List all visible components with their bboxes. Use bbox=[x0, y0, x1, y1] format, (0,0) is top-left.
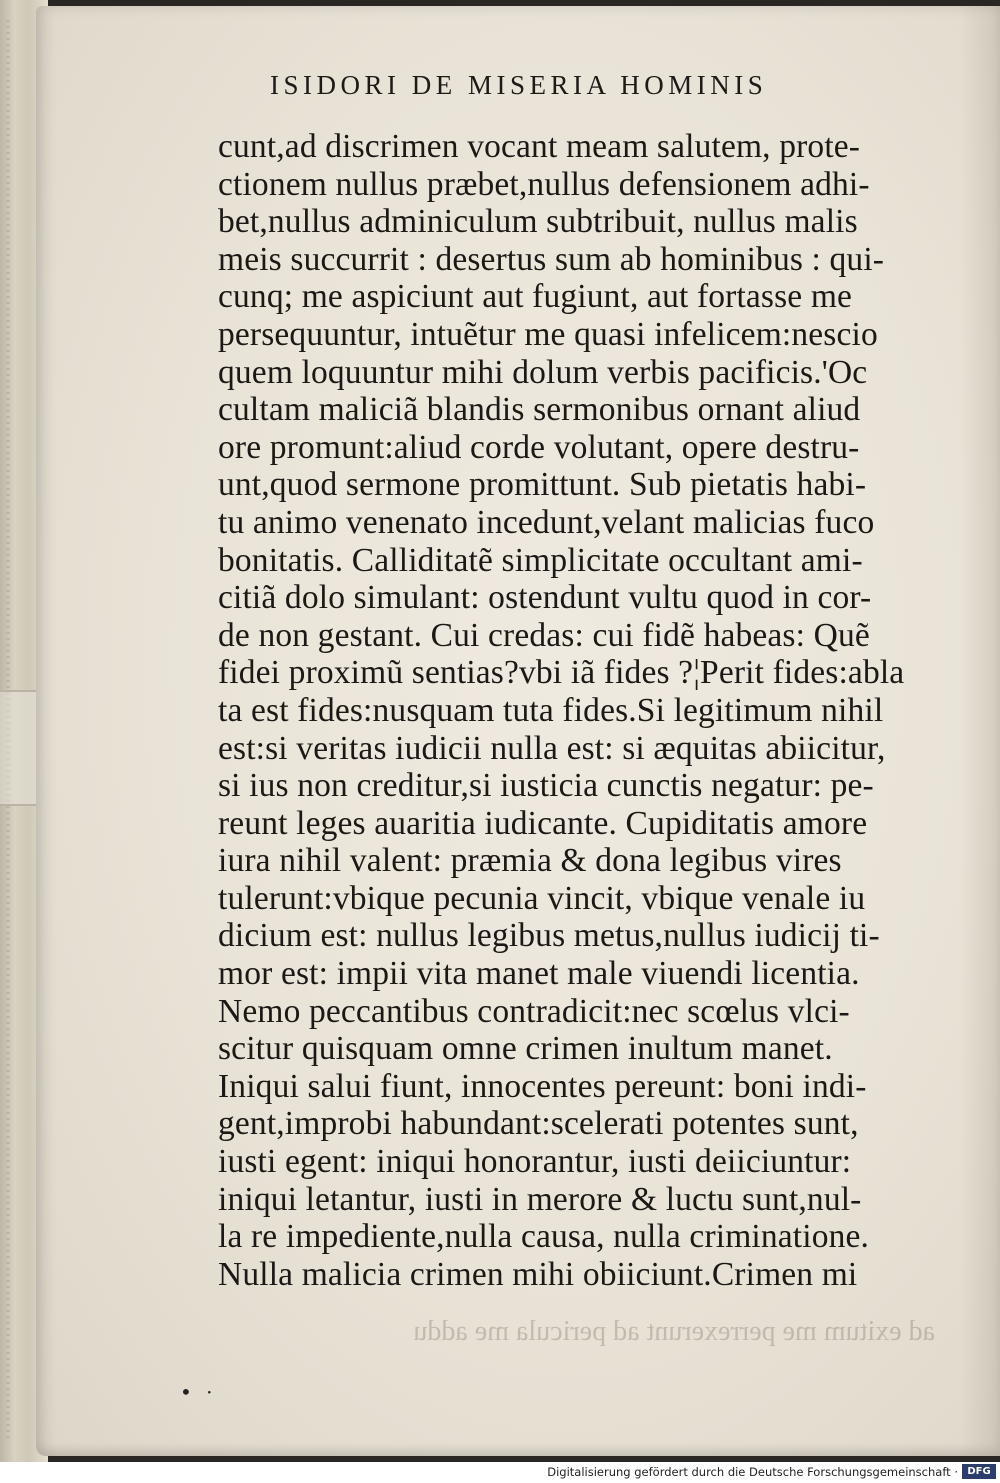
text-line: meis succurrit : desertus sum ab hominibus : qui- bbox=[218, 240, 885, 278]
text-line: gent,improbi habundant:scelerati potentes sunt, bbox=[218, 1105, 859, 1143]
text-line: reunt leges auaritia iudicante. Cupiditatis amore bbox=[218, 804, 868, 842]
text-line: Nulla malicia crimen mihi obiiciunt.Crimen mi bbox=[218, 1255, 858, 1293]
text-line: iura nihil valent: præmia & dona legibus vires bbox=[218, 842, 842, 880]
text-line: ctionem nullus præbet,nullus defensionem adhi- bbox=[218, 165, 870, 203]
text-line: est:si veritas iudicii nulla est: si æquitas abiicitur, bbox=[218, 729, 886, 767]
text-line: persequuntur, intuẽtur me quasi infelicem:nescio bbox=[218, 315, 878, 353]
text-line: la re impediente,nulla causa, nulla criminatione. bbox=[218, 1218, 870, 1256]
text-line: citiã dolo simulant: ostendunt vultu quod in cor- bbox=[218, 579, 872, 617]
text-line: scitur quisquam omne crimen inultum manet. bbox=[218, 1030, 833, 1068]
text-line: si ius non creditur,si iusticia cunctis negatur: pe- bbox=[218, 767, 874, 805]
show-through-text: ad exitum me perrexerunt ad pericula me addu bbox=[413, 1316, 935, 1347]
text-line: bet,nullus adminiculum subtribuit, nullus malis bbox=[218, 203, 858, 241]
right-margin-shadow bbox=[960, 6, 1000, 1456]
text-line: fidei proximũ sentias?vbi iã fides ?¦Perit fides:abla bbox=[218, 654, 905, 692]
text-line: tu animo venenato incedunt,velant malicias fuco bbox=[218, 503, 875, 541]
text-line: ore promunt:aliud corde volutant, opere destru- bbox=[218, 428, 860, 466]
text-line: tulerunt:vbique pecunia vincit, vbique venale iu bbox=[218, 879, 866, 917]
text-line: quem loquuntur mihi dolum verbis pacificis.'Oc bbox=[218, 353, 868, 391]
text-line: Iniqui salui fiunt, innocentes pereunt: boni indi- bbox=[218, 1067, 867, 1105]
running-head: ISIDORI DE MISERIA HOMINIS bbox=[270, 70, 768, 100]
text-line: ta est fides:nusquam tuta fides.Si legitimum nihil bbox=[218, 691, 884, 729]
text-line: dicium est: nullus legibus metus,nullus iudicij ti- bbox=[218, 917, 880, 955]
text-line: de non gestant. Cui credas: cui fidẽ habeas: Quẽ bbox=[218, 616, 870, 654]
text-line: bonitatis. Calliditatẽ simplicitate occultant ami- bbox=[218, 541, 863, 579]
footer-credit: Digitalisierung gefördert durch die Deutsche Forschungsgemeinschaft · bbox=[547, 1465, 958, 1479]
text-line: Nemo peccantibus contradicit:nec scœlus vlci- bbox=[218, 992, 850, 1030]
ink-marks: • · bbox=[180, 1380, 217, 1404]
text-line: unt,quod sermone promittunt. Sub pietatis habi- bbox=[218, 466, 867, 504]
text-line: iusti egent: iniqui honorantur, iusti deiiciuntur: bbox=[218, 1143, 852, 1181]
text-line: mor est: impii vita manet male viuendi licentia. bbox=[218, 955, 860, 993]
text-line: cunq; me aspiciunt aut fugiunt, aut fortasse me bbox=[218, 278, 853, 316]
body-text bbox=[218, 128, 948, 1293]
text-line: cultam maliciã blandis sermonibus ornant aliud bbox=[218, 391, 861, 429]
text-line: iniqui letantur, iusti in merore & luctu sunt,nul- bbox=[218, 1180, 862, 1218]
text-line: cunt,ad discrimen vocant meam salutem, prote- bbox=[218, 128, 861, 165]
dfg-logo: DFG bbox=[962, 1464, 996, 1479]
